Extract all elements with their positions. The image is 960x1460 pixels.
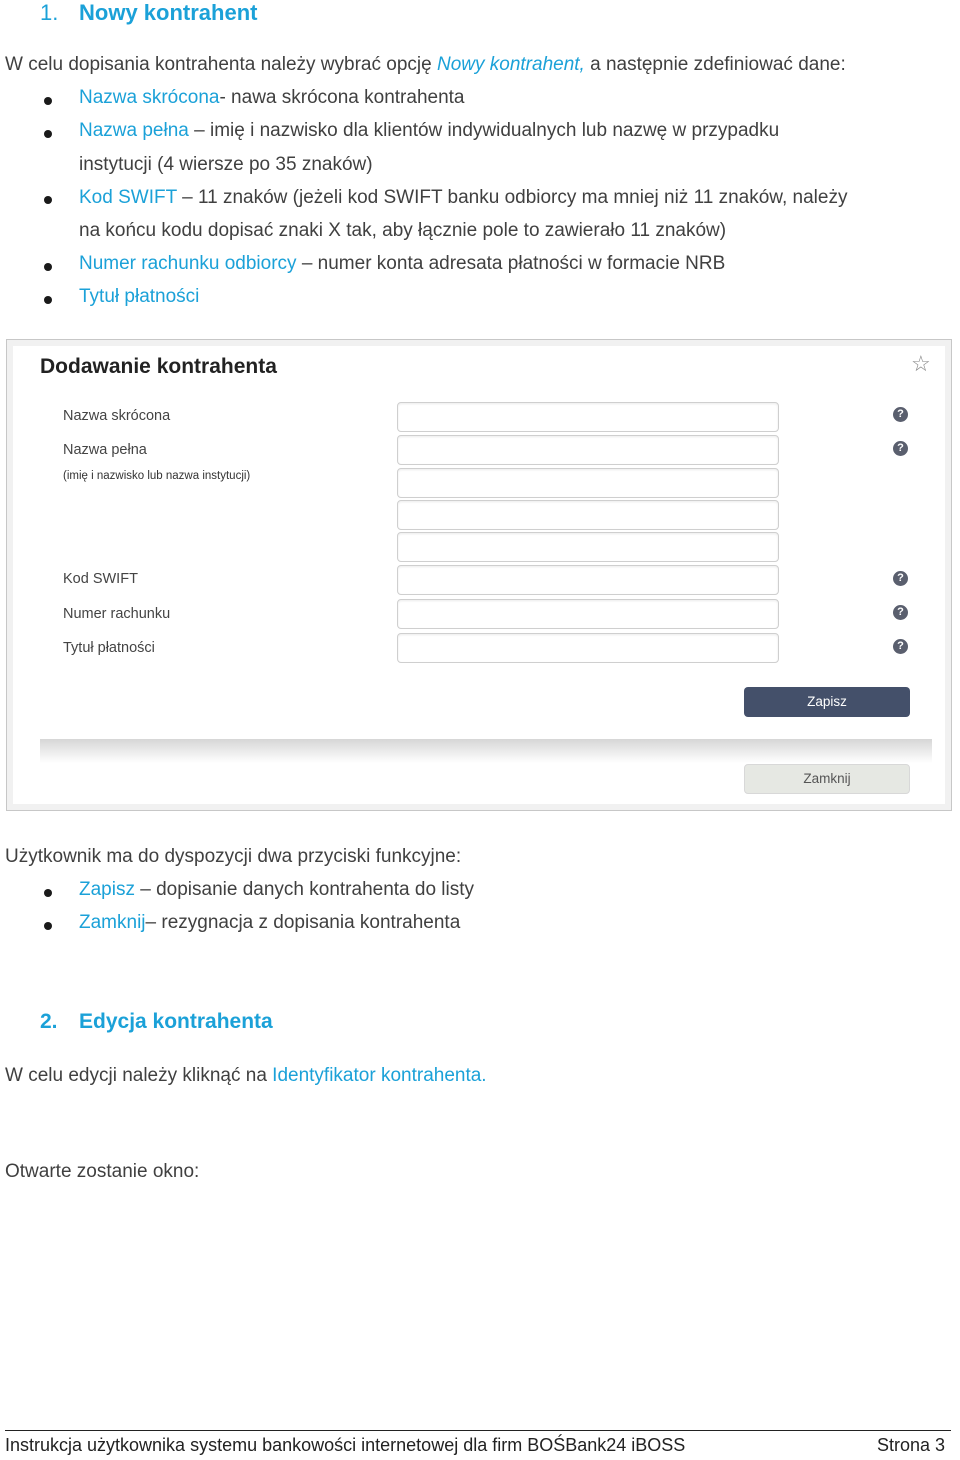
help-icon[interactable]: ? <box>893 441 908 456</box>
section-2-number: 2. <box>40 1010 58 1033</box>
label-short-name: Nazwa skrócona <box>63 408 171 424</box>
intro-prefix: W celu dopisania kontrahenta należy wybrać opcję <box>5 54 437 75</box>
bullet-dot <box>44 922 52 930</box>
list-item-desc: – numer konta adresata płatności w formacie NRB <box>296 253 726 274</box>
list-item-desc: – 11 znaków (jeżeli kod SWIFT banku odbiorcy ma mniej niż 11 znaków, należy <box>176 187 848 208</box>
identifier-link: Identyfikator kontrahenta. <box>272 1065 487 1086</box>
section-2-text-prefix: W celu edycji należy kliknąć na <box>5 1065 273 1086</box>
full-name-input-line-1[interactable] <box>397 435 779 465</box>
full-name-input-line-3[interactable] <box>397 500 779 530</box>
list-item-term: Zamknij <box>79 912 146 933</box>
help-icon[interactable]: ? <box>893 605 908 620</box>
help-icon[interactable]: ? <box>893 639 908 654</box>
window-text: Otwarte zostanie okno: <box>5 1161 200 1182</box>
label-full-name-hint: (imię i nazwisko lub nazwa instytucji) <box>63 470 251 482</box>
label-account-number: Numer rachunku <box>63 606 171 622</box>
star-icon[interactable]: ☆ <box>911 351 931 376</box>
bullet-dot <box>44 196 52 204</box>
dialog-title: Dodawanie kontrahenta <box>40 355 277 378</box>
list-item-desc: – imię i nazwisko dla klientów indywidualnych lub nazwę w przypadku <box>188 120 780 141</box>
list-item-continuation: instytucji (4 wiersze po 35 znaków) <box>79 154 373 175</box>
label-swift: Kod SWIFT <box>63 571 138 587</box>
list-item-desc: – rezygnacja z dopisania kontrahenta <box>145 912 461 933</box>
bullet-dot <box>44 97 52 105</box>
functions-intro: Użytkownik ma do dyspozycji dwa przyciski funkcyjne: <box>5 846 462 867</box>
list-item-term: Tytuł płatności <box>79 286 200 307</box>
bullet-dot <box>44 889 52 897</box>
label-payment-title: Tytuł płatności <box>63 640 155 656</box>
bullet-dot <box>44 130 52 138</box>
account-number-input[interactable] <box>397 599 779 629</box>
full-name-input-line-4[interactable] <box>397 532 779 562</box>
intro-link: Nowy kontrahent, <box>436 54 585 75</box>
list-item-continuation: na końcu kodu dopisać znaki X tak, aby łącznie pole to zawierało 11 znaków) <box>79 220 727 241</box>
bullet-dot <box>44 263 52 271</box>
short-name-input[interactable] <box>397 402 779 432</box>
list-item <box>79 912 460 934</box>
list-item <box>79 253 725 275</box>
section-1-intro <box>5 54 846 76</box>
footer-title: Instrukcja użytkownika systemu bankowości internetowej dla firm BOŚBank24 iBOSS <box>5 1435 686 1455</box>
footer-divider <box>5 1430 951 1431</box>
list-item <box>79 286 199 308</box>
section-2-text <box>5 1065 487 1087</box>
page-number: Strona 3 <box>877 1435 946 1455</box>
section-1-title: Nowy kontrahent <box>79 0 258 25</box>
label-full-name: Nazwa pełna <box>63 442 147 458</box>
list-item <box>79 879 474 901</box>
bullet-dot <box>44 296 52 304</box>
list-item-term: Nazwa skrócona <box>79 87 220 108</box>
list-item-desc: – dopisanie danych kontrahenta do listy <box>134 879 475 900</box>
list-item-desc: - nawa skrócona kontrahenta <box>219 87 465 108</box>
divider <box>40 739 932 763</box>
help-icon[interactable]: ? <box>893 571 908 586</box>
section-2-title: Edycja kontrahenta <box>79 1010 273 1033</box>
intro-suffix: a następnie zdefiniować dane: <box>584 54 846 75</box>
save-button[interactable]: Zapisz <box>744 687 910 717</box>
add-contractor-dialog <box>6 339 952 811</box>
list-item <box>79 187 847 209</box>
help-icon[interactable]: ? <box>893 407 908 422</box>
dialog-body <box>13 346 945 804</box>
full-name-input-line-2[interactable] <box>397 468 779 498</box>
list-item-term: Nazwa pełna <box>79 120 189 141</box>
swift-input[interactable] <box>397 565 779 595</box>
close-button[interactable]: Zamknij <box>744 764 910 794</box>
section-1-number: 1. <box>40 0 59 25</box>
list-item <box>79 120 779 142</box>
list-item-term: Numer rachunku odbiorcy <box>79 253 297 274</box>
payment-title-input[interactable] <box>397 633 779 663</box>
list-item-term: Zapisz <box>79 879 135 900</box>
list-item <box>79 87 465 109</box>
list-item-term: Kod SWIFT <box>79 187 177 208</box>
